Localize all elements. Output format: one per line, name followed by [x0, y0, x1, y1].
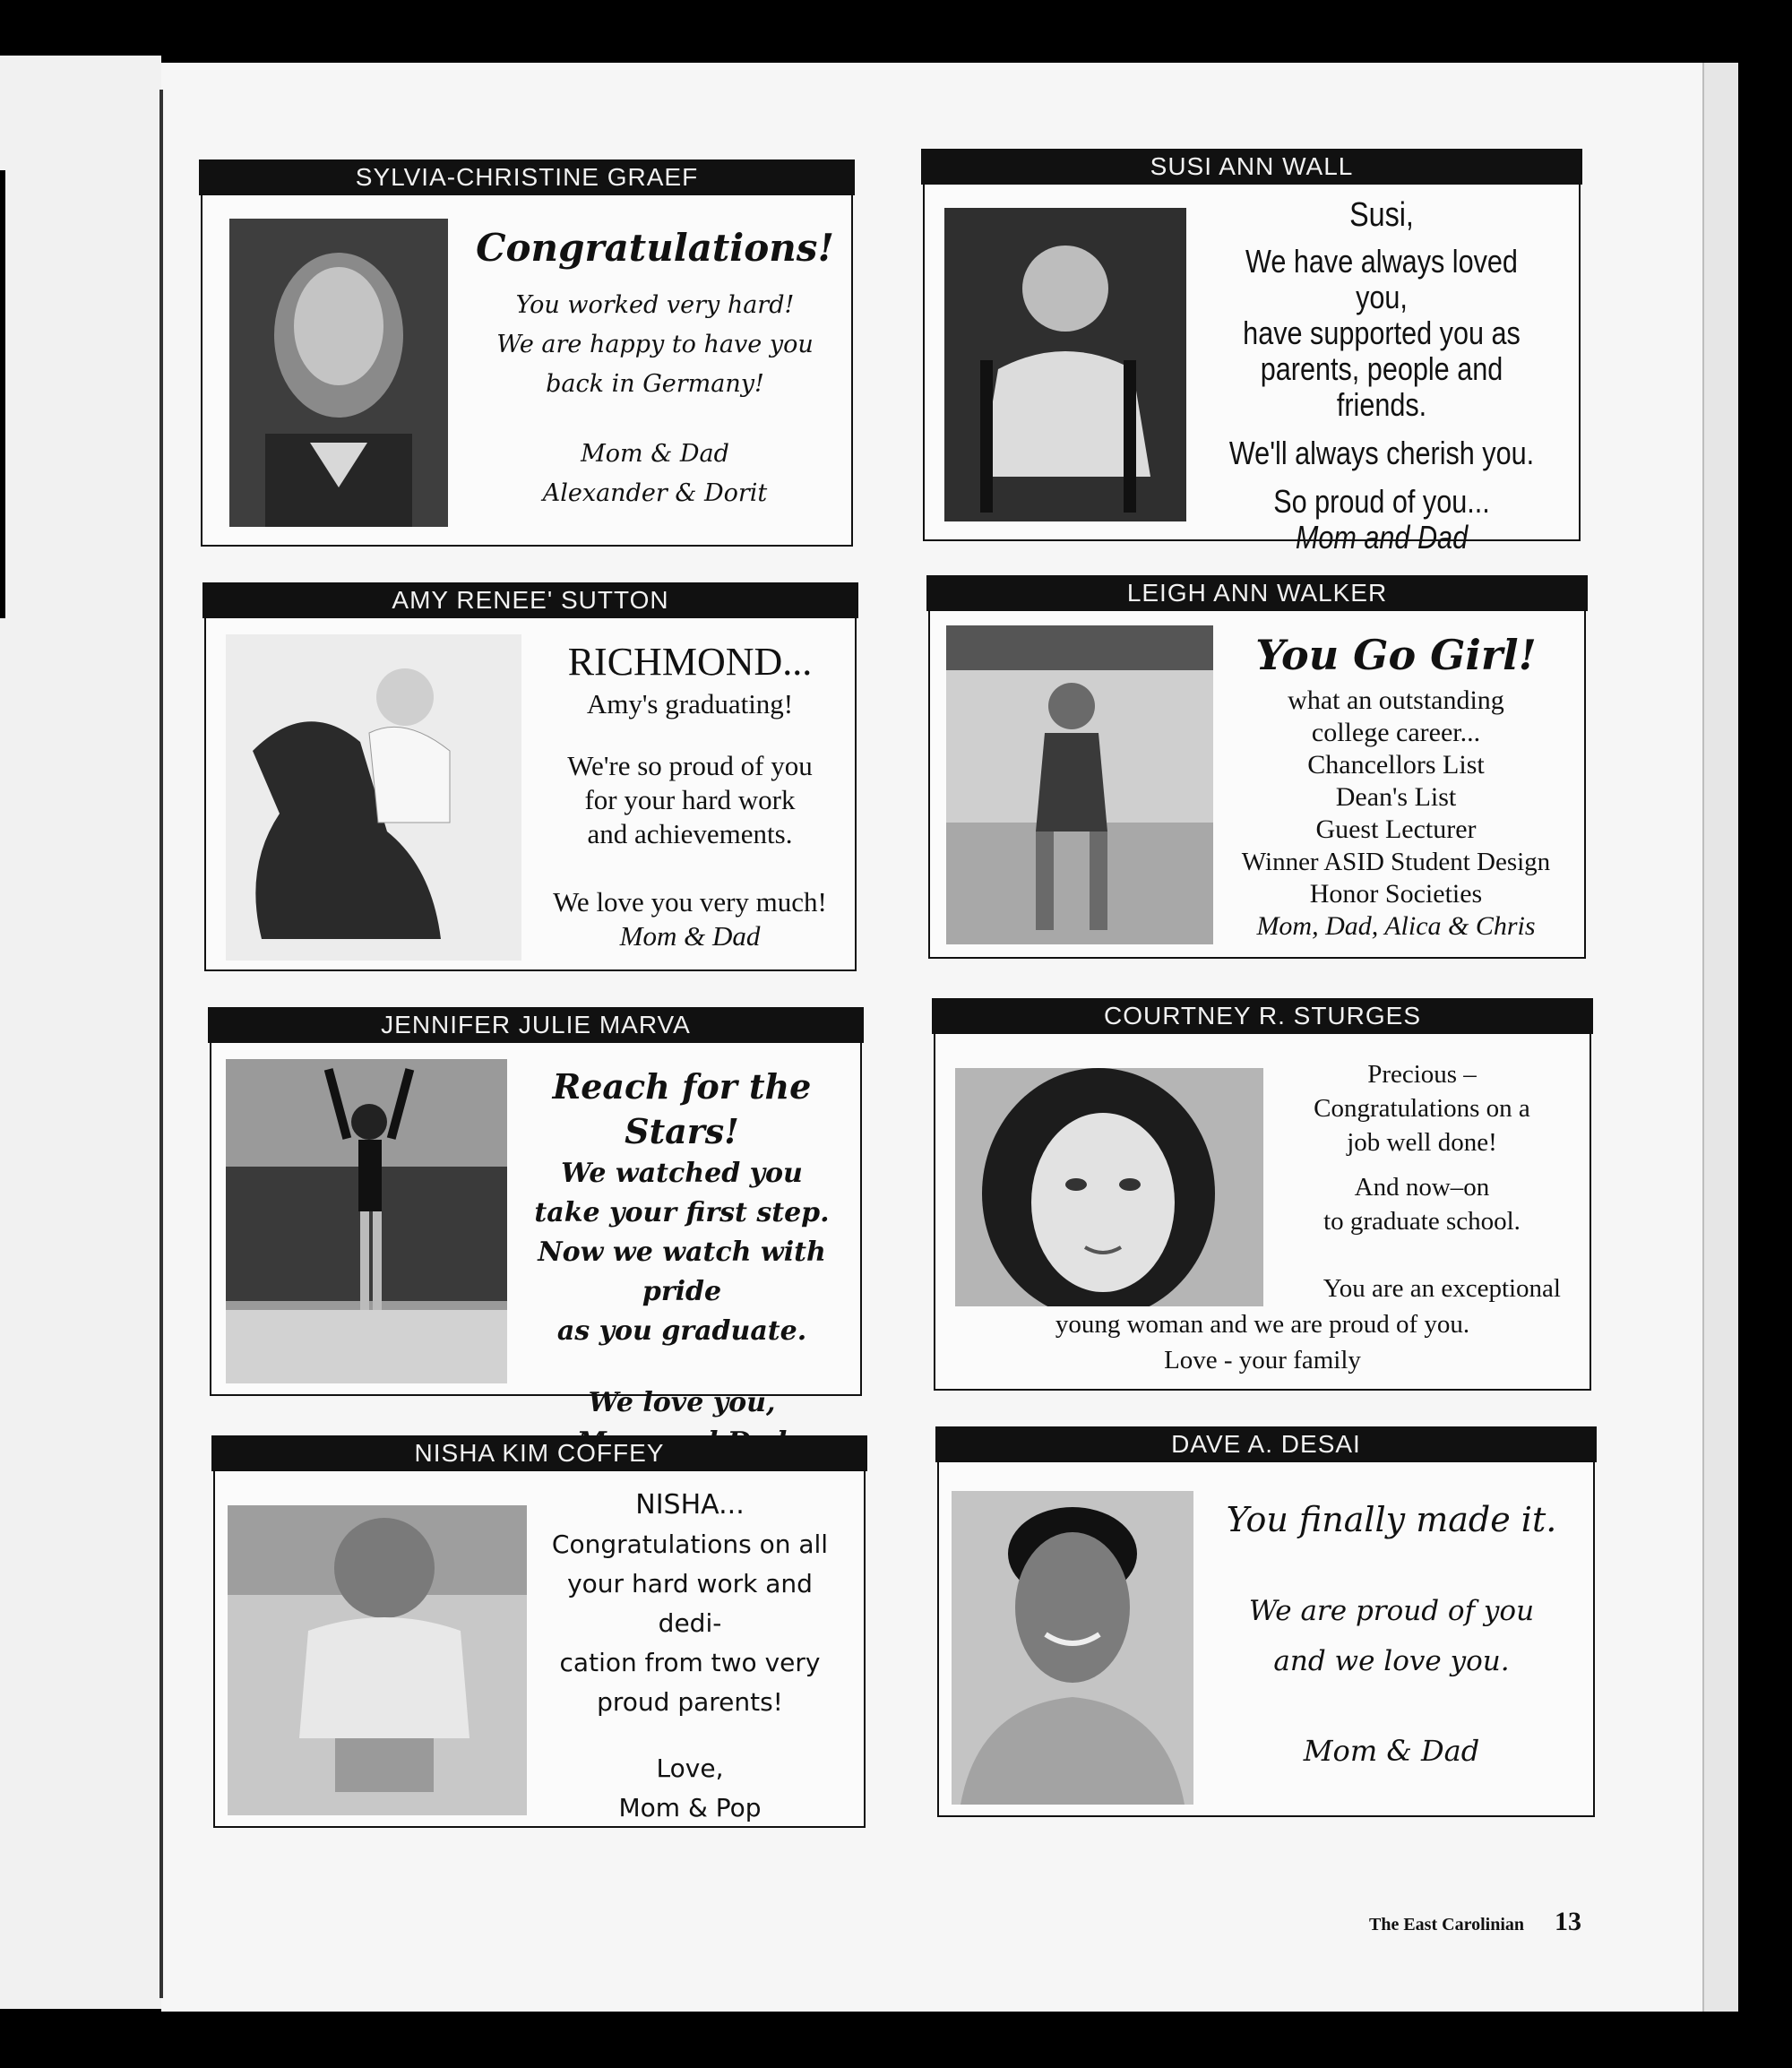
ad-line: Dean's List	[1335, 782, 1457, 812]
ad-line: You worked very hard!	[515, 291, 795, 319]
ad-message	[513, 1064, 851, 1462]
ad-line: proud parents!	[597, 1687, 783, 1717]
ad-line: job well done!	[1347, 1128, 1497, 1157]
ad-line: Honor Societies	[1309, 879, 1483, 909]
ad-dave-a-desai	[937, 1428, 1595, 1817]
ad-nisha-kim-coffey	[213, 1437, 866, 1828]
ad-line: parents, people and	[1260, 350, 1503, 387]
ad-line: as you graduate.	[556, 1315, 807, 1347]
ad-line: college career...	[1311, 718, 1481, 747]
ad-line: have supported you as	[1243, 315, 1521, 351]
ad-line: So proud of you...	[1273, 483, 1490, 520]
ad-name-header: SUSI ANN WALL	[921, 149, 1582, 185]
ad-courtney-r-sturges	[934, 1000, 1591, 1391]
ad-line: friends.	[1336, 386, 1427, 423]
portrait-photo	[228, 1505, 527, 1815]
ad-message	[529, 638, 851, 953]
ad-line: cation from two very	[559, 1648, 821, 1677]
ad-line: We watched you	[561, 1158, 803, 1189]
ad-message-bottom	[953, 1271, 1572, 1378]
ad-name-header: LEIGH ANN WALKER	[926, 575, 1588, 611]
ad-line: for your hard work	[584, 784, 796, 815]
ad-signoff: Mom & Dad	[1303, 1734, 1480, 1768]
ad-message	[1219, 629, 1573, 943]
ad-name-header: NISHA KIM COFFEY	[211, 1435, 867, 1471]
ad-signoff: Love,	[656, 1753, 724, 1783]
publication-name: The East Carolinian	[1369, 1915, 1524, 1934]
ad-line: Congratulations on all	[551, 1529, 829, 1559]
portrait-photo	[952, 1491, 1193, 1805]
page-footer	[1369, 1907, 1581, 1937]
ad-signoff: Mom, Dad, Alica & Chris	[1256, 911, 1536, 941]
ad-line: back in Germany!	[546, 370, 764, 398]
ad-signoff: Mom and Dad	[1295, 519, 1469, 556]
ad-signoff: Mom & Dad	[619, 920, 761, 952]
ad-line: Guest Lecturer	[1315, 814, 1477, 844]
ad-heading: You finally made it.	[1226, 1500, 1557, 1539]
ad-signoff: Alexander & Dorit	[542, 479, 768, 507]
binding-gutter	[159, 90, 163, 1998]
ad-line: take your first step.	[534, 1197, 830, 1228]
ad-name-header: SYLVIA-CHRISTINE GRAEF	[199, 159, 855, 195]
ad-message	[1193, 195, 1570, 556]
ad-heading: You Go Girl!	[1255, 631, 1537, 679]
ad-heading: Susi,	[1349, 196, 1414, 234]
page-edge	[1702, 63, 1738, 2012]
ad-line: Chancellors List	[1307, 750, 1485, 780]
ad-line: And now–on	[1354, 1173, 1490, 1202]
ad-sylvia-christine-graef	[201, 161, 853, 547]
facing-page-edge	[0, 170, 5, 618]
portrait-photo	[229, 219, 448, 527]
ad-line: We love you very much!	[553, 886, 827, 918]
ad-heading: Precious –	[1367, 1060, 1477, 1089]
ad-message	[538, 1486, 842, 1828]
ad-amy-renee-sutton	[204, 584, 857, 971]
ad-susi-ann-wall	[923, 151, 1581, 556]
page-number: 13	[1555, 1907, 1581, 1936]
ad-message	[1267, 1057, 1577, 1238]
ad-line: We're so proud of you	[567, 750, 813, 781]
ad-heading: Congratulations!	[476, 226, 834, 270]
portrait-photo	[226, 634, 521, 961]
portrait-photo	[944, 208, 1186, 521]
ad-line: We'll always cherish you.	[1228, 435, 1535, 471]
ad-line: Congratulations on a	[1314, 1094, 1530, 1123]
ad-line: You are an exceptional	[1322, 1274, 1561, 1303]
facing-page	[0, 56, 161, 2009]
portrait-photo	[946, 625, 1213, 944]
ad-line: We are proud of you	[1248, 1595, 1535, 1627]
ad-message	[1208, 1493, 1575, 1776]
ad-message	[471, 226, 839, 513]
ad-line: Winner ASID Student Design	[1241, 848, 1551, 876]
ad-name-header: DAVE A. DESAI	[935, 1426, 1597, 1462]
ad-leigh-ann-walker	[928, 577, 1586, 959]
ad-line: young woman and we are proud of you.	[1055, 1310, 1470, 1339]
ad-signoff: We love you,	[588, 1387, 776, 1418]
ad-line: Amy's graduating!	[586, 688, 794, 719]
ad-line: what an outstanding	[1288, 685, 1504, 715]
ad-line: to graduate school.	[1323, 1207, 1521, 1236]
ad-line: We are happy to have you	[496, 331, 814, 358]
ad-name-header: JENNIFER JULIE MARVA	[208, 1007, 864, 1043]
ad-heading: Reach for the Stars!	[552, 1066, 812, 1151]
ad-heading: RICHMOND...	[567, 640, 813, 684]
ad-signoff: Mom & Dad	[581, 440, 729, 468]
ad-line: and achievements.	[587, 818, 793, 849]
ad-jennifer-julie-marva	[210, 1009, 862, 1418]
ad-line: your hard work and dedi-	[567, 1569, 813, 1638]
ad-signoff: Love - your family	[1164, 1346, 1361, 1374]
ad-name-header: COURTNEY R. STURGES	[932, 998, 1593, 1034]
ad-signoff: Mom & Pop	[618, 1793, 762, 1822]
portrait-photo	[226, 1059, 507, 1383]
ad-line: Now we watch with pride	[538, 1236, 826, 1307]
ad-line: and we love you.	[1273, 1645, 1510, 1677]
ad-heading: NISHA...	[635, 1489, 745, 1521]
ad-line: We have always loved you,	[1245, 243, 1518, 315]
ad-name-header: AMY RENEE' SUTTON	[202, 582, 858, 618]
